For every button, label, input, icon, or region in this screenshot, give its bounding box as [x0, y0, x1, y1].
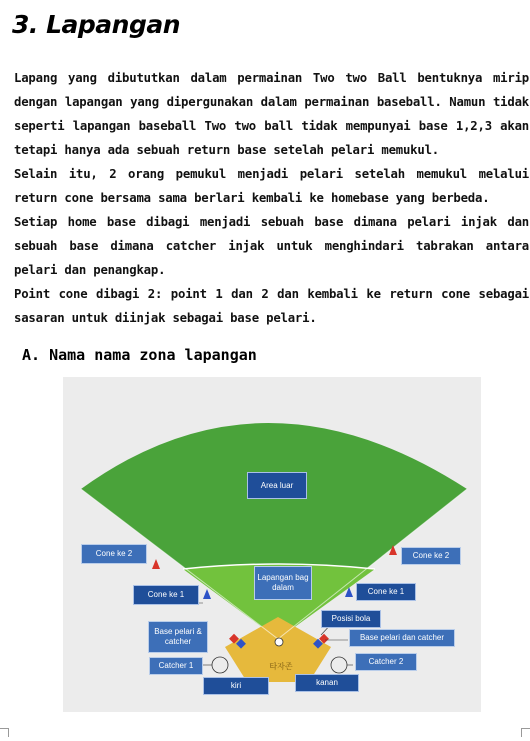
label-cone-2-left: Cone ke 2	[81, 544, 147, 564]
infield-korean-text: 타자존	[269, 662, 293, 671]
catcher-1-circle	[212, 657, 228, 673]
label-base-pelari-dan-catcher: Base pelari dan catcher	[349, 629, 455, 647]
field-diagram	[63, 377, 481, 712]
section-heading: A. Nama nama zona lapangan	[22, 346, 257, 364]
body-text	[14, 66, 529, 330]
paragraph-3: Setiap home base dibagi menjadi sebuah base dimana pelari injak dan sebuah base dimana catcher injak untuk menghindari tabrakan antara pelari dan penangkap.	[14, 215, 529, 277]
label-kanan: kanan	[295, 674, 359, 692]
label-cone-1-left: Cone ke 1	[133, 585, 199, 605]
label-cone-2-right: Cone ke 2	[401, 547, 461, 565]
label-kiri: kiri	[203, 677, 269, 695]
paragraph-4: Point cone dibagi 2: point 1 dan 2 dan kembali ke return cone sebagai sasaran untuk diinjak sebagai base pelari.	[14, 287, 529, 325]
label-posisi-bola: Posisi bola	[321, 610, 381, 628]
cone-1-left-icon	[203, 589, 211, 599]
home-diamond	[225, 617, 331, 682]
label-area-luar: Area luar	[247, 472, 307, 499]
paragraph-2: Selain itu, 2 orang pemukul menjadi pelari setelah memukul melalui return cone bersama sama berlari kembali ke homebase yang berbeda.	[14, 167, 529, 205]
ball-position	[275, 638, 283, 646]
label-lapangan-bag-dalam: Lapangan bag dalam	[254, 566, 312, 600]
label-cone-1-right: Cone ke 1	[356, 583, 416, 601]
corner-mark-left	[0, 728, 9, 737]
cone-2-left-icon	[152, 559, 160, 569]
paragraph-1: Lapang yang dibututkan dalam permainan Two two Ball bentuknya mirip dengan lapangan yang dipergunakan dalam permainan baseball. Namun tidak seperti lapangan baseball Two two ball tidak mempunyai base 1,2,3 akan tetapi hanya ada sebuah return base setelah pelari memukul.	[14, 71, 529, 157]
label-base-pelari-catcher: Base pelari & catcher	[148, 621, 208, 653]
catcher-2-circle	[331, 657, 347, 673]
label-catcher-2: Catcher 2	[355, 653, 417, 671]
label-catcher-1: Catcher 1	[149, 657, 203, 675]
page-title: 3. Lapangan	[12, 10, 181, 39]
corner-mark-right	[521, 728, 530, 737]
